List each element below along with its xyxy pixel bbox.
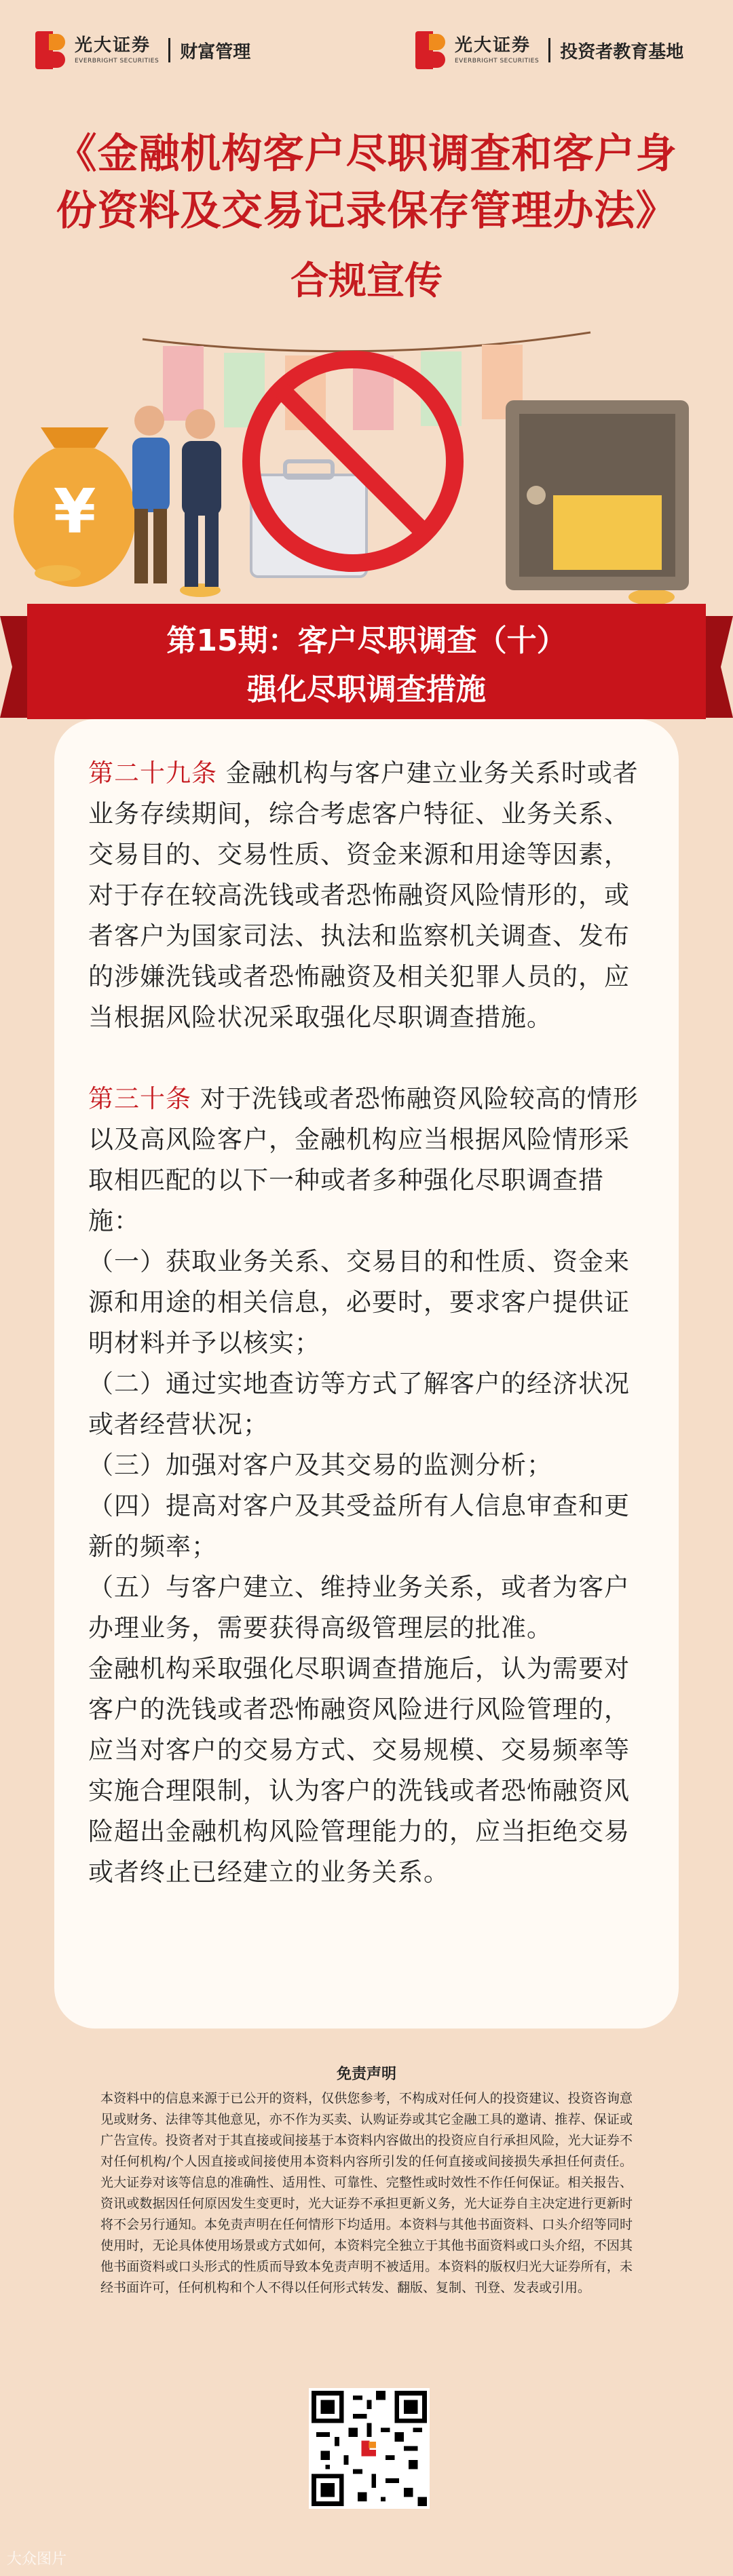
list-item: （四）提高对客户及其受益所有人信息审查和更新的频率； [88,1491,630,1561]
article-label: 第二十九条 [88,758,217,788]
brand-name-en: EVERBRIGHT SECURITIES [455,57,540,64]
article-30 [88,1079,646,1242]
anti-money-laundering-illustration [0,299,733,617]
money-bag-icon [14,427,136,587]
banner-topic: 强化尽职调查措施 [247,672,486,707]
disclaimer-title: 免责声明 [336,2066,396,2083]
header [0,0,733,109]
coin-icon [628,589,675,605]
officer-figure-icon [182,409,221,587]
content-card [54,719,679,2029]
watermark: 大众图片 [7,2551,67,2568]
title-line-1: 《金融机构客户尽职调查和客户身 [56,130,677,178]
banner-issue-title: 第15期：客户尽职调查（十） [166,623,567,658]
article-text: 对于洗钱或者恐怖融资风险较高的情形以及高风险客户，金融机构应当根据风险情形采取相匹配的以下一种或者多种强化尽职调查措施： [88,1084,639,1235]
list-item: （五）与客户建立、维持业务关系，或者为客户办理业务，需要获得高级管理层的批准。 [88,1573,630,1642]
brand-name-cn: 光大证券 [455,35,531,56]
coin-icon [35,565,81,581]
brand-tag-education: 投资者教育基地 [560,41,684,62]
article-label: 第三十条 [88,1084,191,1113]
list-item: （一）获取业务关系、交易目的和性质、资金来源和用途的相关信息，必要时，要求客户提供证明材料并予以核实； [88,1247,630,1358]
svg-text:¥: ¥ [53,476,96,547]
disclaimer-body: 本资料中的信息来源于已公开的资料，仅供您参考，不构成对任何人的投资建议、投资咨询意见或财务、法律等其他意见，亦不作为买卖、认购证券或其它金融工具的邀请、推荐、保证或广告宣传。投资者对于其直接或间接基于本资料内容做出的投资应自行承担风险，光大证券不对任何机构/个人因直接或间接使用本资料内容所引发的任何直接或间接损失承担任何责任。光大证券对该等信息的准确性、适用性、可靠性、完整性或时效性不作任何保证。相关报告、资讯或数据因任何原因发生变更时，光大证券不承担更新义务，光大证券自主决定进行更新时将不会另行通知。本免责声明在任何情形下均适用。本资料与其他书面资料、口头介绍等同时使用时，无论具体使用场景或方式如何，本资料完全独立于其他书面资料或口头介绍，不因其他书面资料或口头形式的性质而导致本免责声明不被适用。本资料的版权归光大证券所有，未经书面许可，任何机构和个人不得以任何形式转发、翻版、复制、刊登、发表或引用。 [100,2091,633,2295]
suspect-figure-icon [132,406,170,583]
title-line-2: 份资料及交易记录保存管理办法》 [56,187,677,235]
brand-right [415,31,683,69]
divider [168,38,170,62]
everbright-logo-icon [415,31,445,69]
brand-left [35,31,250,69]
brand-name-en: EVERBRIGHT SECURITIES [75,57,159,64]
page-title [20,126,713,239]
brand-name-cn: 光大证券 [75,35,151,56]
qr-code-icon[interactable] [309,2388,430,2509]
article-text: 金融机构与客户建立业务关系时或者业务存续期间，综合考虑客户特征、业务关系、交易目的、交易性质、资金来源和用途等因素，对于存在较高洗钱或者恐怖融资风险情形的，或者客户为国家司法、执法和监察机关调查、发布的涉嫌洗钱或者恐怖融资及相关犯罪人员的，应当根据风险状况采取强化尽职调查措施。 [88,758,639,1032]
page-subtitle: 合规宣传 [290,259,443,303]
issue-banner [0,604,733,726]
vault-safe-icon [506,400,689,590]
list-item: （二）通过实地查访等方式了解客户的经济状况或者经营状况； [88,1369,630,1439]
everbright-logo-icon [35,31,65,69]
article-29 [88,753,646,1038]
list-item: （三）加强对客户及其交易的监测分析； [88,1450,552,1480]
brand-tag-wealth: 财富管理 [180,41,251,62]
divider [548,38,550,62]
closing-paragraph: 金融机构采取强化尽职调查措施后，认为需要对客户的洗钱或者恐怖融资风险进行风险管理的，应当对客户的交易方式、交易规模、交易频率等实施合理限制，认为客户的洗钱或者恐怖融资风险超出金融机构风险管理能力的，应当拒绝交易或者终止已经建立的业务关系。 [88,1654,630,1887]
